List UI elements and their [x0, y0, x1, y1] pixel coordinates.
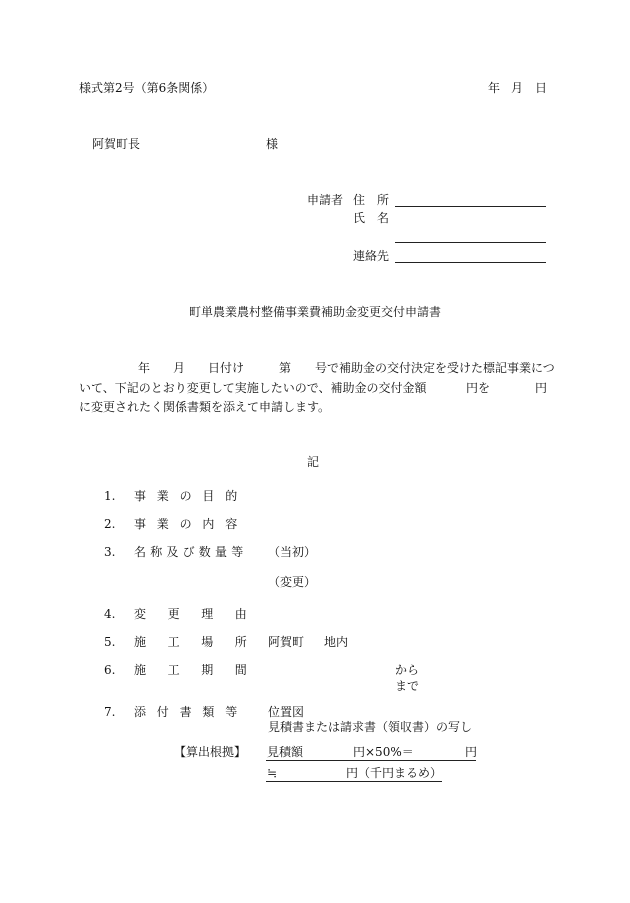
attachment-1: 位置図	[268, 705, 305, 719]
item-label: 変更理由	[134, 607, 269, 621]
period-to: まで	[395, 679, 420, 693]
body-line3: に変更されたく関係書類を添えて申請します。	[79, 400, 331, 414]
body-line2-text: いて、下記のとおり変更して実施したいので、補助金の交付金額	[79, 381, 427, 395]
item-number: 3.	[104, 545, 116, 559]
addressee-name: 阿賀町長	[92, 137, 141, 151]
ki-heading: 記	[307, 455, 320, 469]
item-label: 施工期間	[134, 663, 269, 677]
body-dated: 日付け	[208, 361, 245, 375]
item-number: 2.	[104, 517, 116, 531]
address-label: 住 所	[353, 193, 390, 207]
date-year: 年	[488, 81, 501, 95]
item-value-suffix: 地内	[324, 635, 349, 649]
body-line1-rest: 号で補助金の交付決定を受けた標記事業につ	[315, 361, 555, 375]
body-yen: 円	[535, 381, 548, 395]
period-from: から	[395, 663, 420, 677]
calc-result-yen: 円	[465, 745, 478, 759]
addressee-honorific: 様	[266, 137, 279, 151]
item-label: 事業の目的	[134, 489, 249, 503]
item-label: 添付書類等	[134, 705, 249, 719]
item-label: 事業の内容	[134, 517, 249, 531]
item-value-original: （当初）	[268, 545, 317, 559]
calc-line2-underline	[266, 781, 442, 782]
name-line	[395, 242, 546, 243]
item-number: 5.	[104, 635, 116, 649]
calc-label: 【算出根拠】	[174, 745, 247, 759]
body-dai: 第	[279, 361, 292, 375]
body-year: 年	[138, 361, 151, 375]
date-month: 月	[511, 81, 524, 95]
contact-line	[395, 262, 546, 263]
calc-approx: ≒	[267, 766, 278, 780]
item-number: 6.	[104, 663, 116, 677]
calc-rounded: 円（千円まるめ）	[346, 766, 443, 780]
calc-rate: 円×50%＝	[353, 745, 414, 759]
item-label: 施工場所	[134, 635, 269, 649]
calc-line1-underline	[266, 760, 476, 761]
item-label: 名称及び数量等	[134, 545, 248, 559]
attachment-2: 見積書または請求書（領収書）の写し	[268, 720, 473, 734]
address-line	[395, 206, 546, 207]
item-number: 7.	[104, 705, 116, 719]
applicant-label: 申請者	[307, 193, 344, 207]
item-number: 4.	[104, 607, 116, 621]
name-label: 氏 名	[353, 211, 390, 225]
calc-estimate: 見積額	[267, 745, 304, 759]
body-yen-wo: 円を	[466, 381, 491, 395]
item-value: 阿賀町	[268, 635, 305, 649]
date-day: 日	[535, 81, 548, 95]
item-value-changed: （変更）	[268, 575, 317, 589]
item-number: 1.	[104, 489, 116, 503]
document-title: 町単農業農村整備事業費補助金変更交付申請書	[189, 305, 442, 319]
contact-label: 連絡先	[353, 249, 390, 263]
form-number: 様式第2号（第6条関係）	[79, 81, 215, 95]
body-month: 月	[173, 361, 186, 375]
